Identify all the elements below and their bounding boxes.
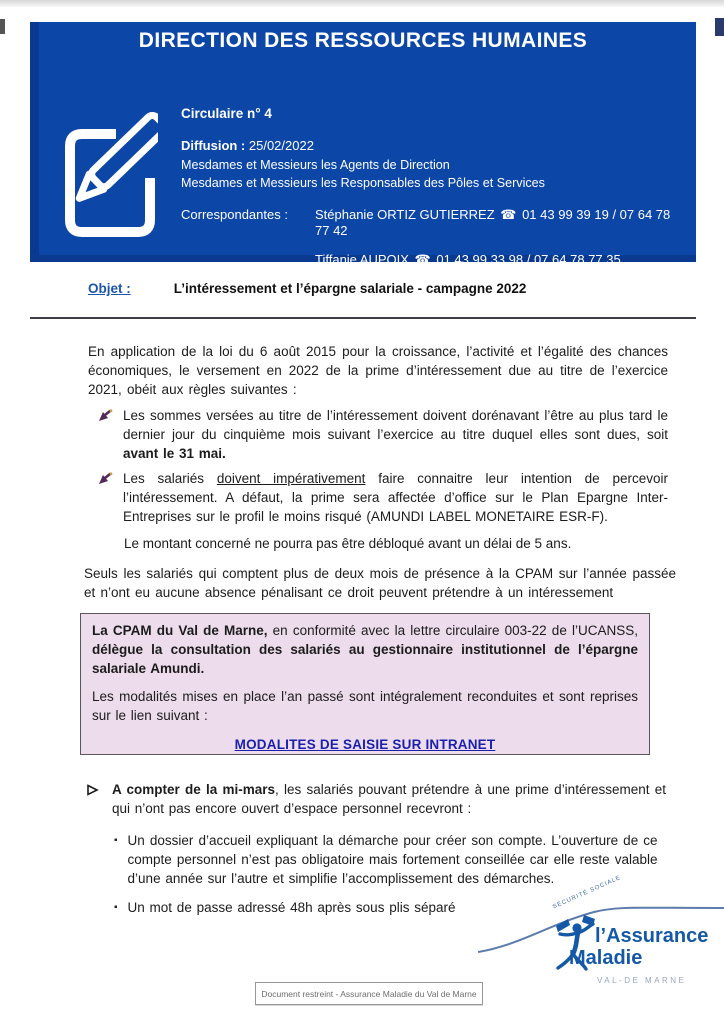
phone-icon: ☎ bbox=[414, 252, 431, 267]
sub-bullet-item: ▪ Un mot de passe adressé 48h après sous plis séparé bbox=[114, 900, 456, 915]
correspondent-1: Stéphanie ORTIZ GUTIERREZ ☎ 01 43 99 39 19 / 07 64 78 77 42 bbox=[315, 207, 671, 238]
scan-artifact-right bbox=[715, 18, 724, 36]
link-line bbox=[92, 737, 638, 752]
header-block bbox=[30, 22, 696, 267]
intro-paragraph: En application de la loi du 6 août 2015 pour la croissance, l’activité et l’égalité des chances économiques, le versement en 2022 de la prime d’intéressement due au titre de l’exercice 2021, obéit aux règles suivantes : bbox=[88, 344, 668, 397]
recipient-line: Mesdames et Messieurs les Agents de Direction bbox=[181, 158, 450, 172]
logo-brand-line1: l’Assurance bbox=[595, 925, 709, 947]
logo-brand-line2: Maladie bbox=[569, 947, 643, 969]
restricted-document-badge: Document restreint - Assurance Maladie du Val de Marne bbox=[255, 982, 483, 1005]
securite-sociale-ring-text: SÉCURITÉ SOCIALE bbox=[552, 874, 623, 911]
purple-arrow-bullet-icon bbox=[98, 472, 113, 485]
arrow-item bbox=[86, 780, 668, 818]
page-title: DIRECTION DES RESSOURCES HUMAINES bbox=[138, 29, 588, 52]
circular-number: Circulaire n° 4 bbox=[181, 106, 272, 121]
square-bullet-icon: ▪ bbox=[114, 835, 118, 846]
highlight-paragraph-2: Les modalités mises en place l’an passé sont intégralement reconduites et sont reprises sur le lien suivant : bbox=[92, 689, 638, 723]
highlight-box bbox=[80, 613, 650, 755]
diffusion-date: 25/02/2022 bbox=[245, 138, 314, 153]
horizontal-rule bbox=[30, 317, 696, 319]
recipient-line: Mesdames et Messieurs les Responsables des Pôles et Services bbox=[181, 176, 545, 190]
correspondents-row bbox=[181, 207, 686, 238]
diffusion-line bbox=[181, 138, 686, 153]
correspondent-2: Tiffanie AUPOIX ☎ 01 43 99 33 98 / 07 64 78 77 35 bbox=[315, 252, 621, 267]
diffusion-label: Diffusion : bbox=[181, 138, 246, 153]
compose-pencil-icon bbox=[54, 104, 158, 240]
phone-icon: ☎ bbox=[500, 207, 517, 222]
scan-artifact-top bbox=[0, 0, 724, 7]
correspondents-label: Correspondantes : bbox=[181, 207, 288, 222]
arrowhead-bullet-icon bbox=[86, 783, 99, 797]
highlight-paragraph-1: La CPAM du Val de Marne, en conformité avec la lettre circulaire 003-22 de l’UCANSS, délègue la consultation des salariés au gestionnaire institutionnel de l’épargne salariale Amundi. bbox=[92, 623, 638, 676]
intranet-modalities-link[interactable]: MODALITES DE SAISIE SUR INTRANET bbox=[234, 737, 496, 752]
square-bullet-icon: ▪ bbox=[114, 902, 118, 913]
arrow-item-text: A compter de la mi-mars, les salariés pouvant prétendre à une prime d’intéressement et qui n’ont pas encore ouvert d’espace personnel recevront : bbox=[112, 782, 666, 816]
purple-arrow-bullet-icon bbox=[98, 409, 113, 422]
header-info bbox=[181, 106, 686, 268]
logo-region: VAL-DE MARNE bbox=[597, 976, 687, 985]
bullet-item bbox=[98, 469, 668, 526]
bullet-text: Les salariés doivent impérativement faire connaitre leur intention de percevoir l’intéressement. A défaut, la prime sera affectée d’office sur le Plan Epargne Inter-Entreprises sur le profil le moins risqué (AMUNDI LABEL MONETAIRE ESR-F). bbox=[123, 471, 668, 524]
subject-row bbox=[88, 281, 526, 296]
sub-bullet-item: ▪ Un dossier d’accueil expliquant la démarche pour créer son compte. L’ouverture de ce compte personnel n’est pas obligatoire mais fortement conseillée car elle reste valable d’une année sur l’autre et simplifie l’accomplissement des démarches. bbox=[114, 833, 658, 886]
eligibility-paragraph: Seuls les salariés qui comptent plus de deux mois de présence à la CPAM sur l’année passée et n’ont eu aucune absence pénalisant ce droit peuvent prétendre à un intéressement bbox=[84, 566, 676, 600]
subject-text: L’intéressement et l’épargne salariale - campagne 2022 bbox=[173, 281, 527, 296]
bullet-item bbox=[98, 406, 668, 463]
scan-artifact-left bbox=[0, 19, 5, 34]
bullet-text: Les sommes versées au titre de l’intéressement doivent dorénavant l’être au plus tard le dernier jour du cinquième mois suivant l’exercice au titre duquel elles sont dues, soit avant le 31 mai. bbox=[123, 408, 668, 461]
subject-label: Objet : bbox=[88, 281, 131, 296]
note-paragraph: Le montant concerné ne pourra pas être débloqué avant un délai de 5 ans. bbox=[124, 536, 572, 551]
